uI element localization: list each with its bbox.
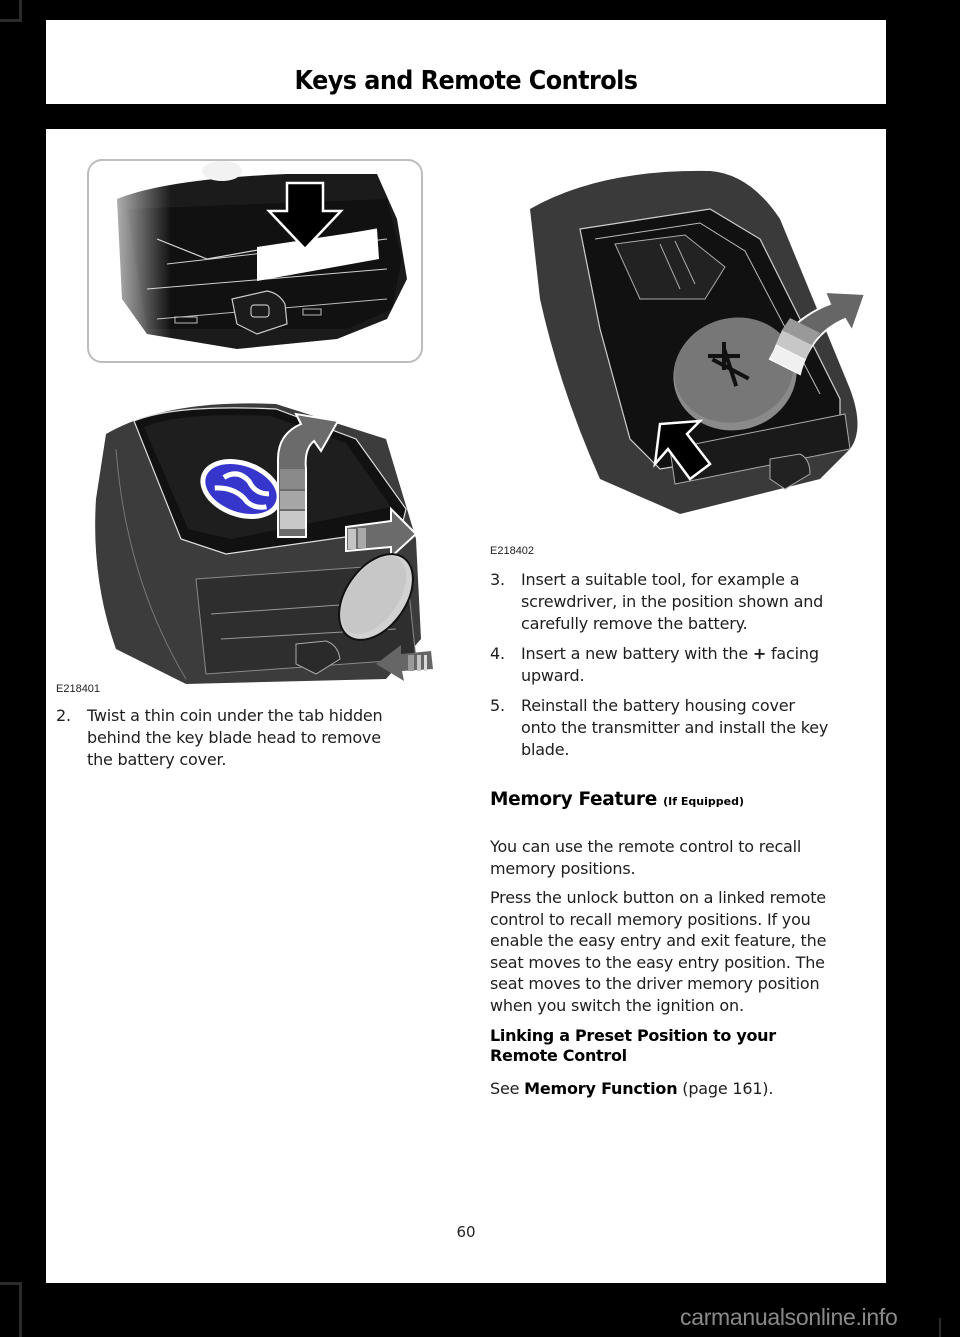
paragraph-line: seat moves to the easy entry position. The [490,952,825,972]
subheading-line: Linking a Preset Position to your [490,1026,776,1045]
step-line: upward. [521,666,585,685]
paragraph-line: memory positions. [490,858,636,878]
page-number: 60 [456,1223,476,1241]
watermark-link[interactable]: carmanualsonline.info [680,1304,898,1330]
step-2 [56,705,456,771]
crop-mark-top-left-h [0,19,22,22]
crop-mark-bottom-right-v [939,1318,941,1337]
step-4 [490,643,890,687]
paragraph-line: seat moves to the driver memory position [490,974,820,993]
subheading-line: Remote Control [490,1046,627,1065]
figure-battery-removal [500,149,880,529]
heading-text: Memory Feature [490,789,657,810]
crop-mark-top-left-v [19,0,22,21]
manual-page [46,129,886,1283]
key-fob-battery-illustration [500,149,880,529]
step-line: Twist a thin coin under the tab hidden [87,706,383,725]
step-number: 5. [490,696,505,715]
paragraph-line: control to recall memory positions. If you [490,909,811,929]
step-line: Reinstall the battery housing cover [521,696,795,715]
step-line: onto the transmitter and install the key [521,718,829,737]
paragraph-line: enable the easy entry and exit feature, the [490,931,827,950]
page-reference: (page 161). [677,1079,774,1098]
crop-mark-bottom-left-v [19,1282,22,1337]
step-5 [490,695,890,761]
figure-code-e218401: E218401 [56,683,101,695]
page-header [46,20,886,104]
memory-body-paragraph [490,887,890,1016]
paragraph-line: Press the unlock button on a linked remote [490,888,826,907]
step-number: 4. [490,644,505,663]
step-line: screwdriver, in the position shown and [521,592,824,611]
step-line: behind the key blade head to remove [87,728,381,747]
step-line [521,643,890,665]
memory-function-link[interactable]: Memory Function [524,1079,678,1098]
step-text: Insert a new battery with the [521,644,753,663]
key-fob-open-cover-illustration [56,379,446,694]
figure-battery-cover-removal [56,379,446,694]
page-title: Keys and Remote Controls [294,66,638,96]
see-reference [490,1078,890,1100]
paragraph-line: You can use the remote control to recall [490,837,802,856]
subheading-linking-preset [490,1026,890,1066]
step-number: 3. [490,570,505,589]
figure-inset-key-slot [87,159,423,363]
see-prefix: See [490,1079,525,1098]
step-line: blade. [521,740,570,759]
step-line: the battery cover. [87,750,227,769]
section-heading-memory-feature [490,789,744,810]
paragraph-line: when you switch the ignition on. [490,995,744,1015]
memory-intro-paragraph [490,836,890,879]
heading-note: (If Equipped) [663,795,744,808]
step-text: facing [766,644,819,663]
key-fob-closeup-illustration [87,159,423,363]
step-number: 2. [56,706,71,725]
step-3 [490,569,890,635]
plus-symbol: + [752,644,767,663]
step-line: carefully remove the battery. [521,614,748,633]
step-line: Insert a suitable tool, for example a [521,570,800,589]
figure-code-e218402: E218402 [490,545,535,557]
